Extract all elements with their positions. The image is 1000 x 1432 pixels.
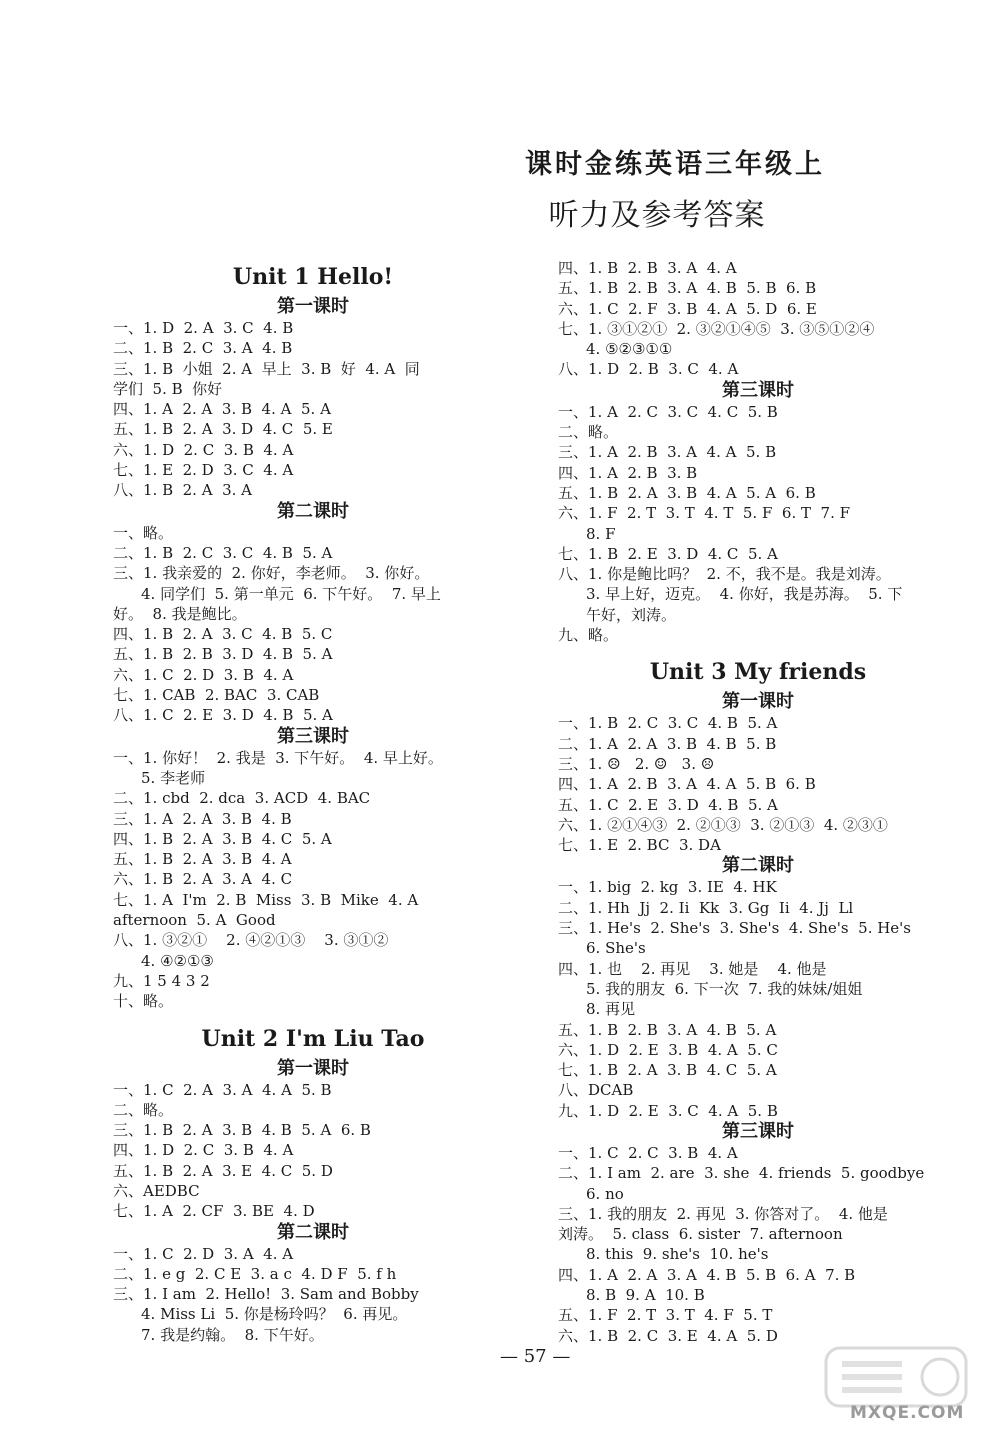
answer-line: 三、1. ☹ 2. ☺ 3. ☹ (558, 754, 715, 773)
answer-line: 七、1. B 2. E 3. D 4. C 5. A (558, 544, 778, 563)
answer-line: 5. 李老师 (141, 768, 206, 787)
answer-line: 六、1. ②①④③ 2. ②①③ 3. ②①③ 4. ②③① (558, 815, 888, 834)
unit-heading: Unit 3 My friends (649, 659, 867, 686)
answer-line: 一、1. 你好！ 2. 我是 3. 下午好。 4. 早上好。 (113, 748, 443, 767)
answer-line: 三、1. A 2. A 3. B 4. B (113, 809, 292, 828)
answer-line: 五、1. B 2. B 3. A 4. B 5. A (558, 1020, 777, 1039)
lesson-heading: 第三课时 (277, 725, 349, 747)
lesson-heading: 第三课时 (722, 1120, 794, 1142)
answer-line: 三、1. A 2. B 3. A 4. A 5. B (558, 443, 777, 462)
answer-line: 六、1. F 2. T 3. T 4. T 5. F 6. T 7. F (558, 504, 851, 523)
lesson-heading: 第三课时 (722, 379, 794, 401)
answer-line: 二、1. cbd 2. dca 3. ACD 4. BAC (113, 789, 371, 808)
answer-line: 四、1. B 2. A 3. B 4. C 5. A (113, 829, 332, 848)
answer-line: 六、AEDBC (113, 1181, 200, 1200)
page-number: — 57 — (500, 1346, 571, 1367)
answer-line: 二、1. e g 2. C E 3. a c 4. D F 5. f h (113, 1264, 397, 1283)
answer-line: 三、1. B 2. A 3. B 4. B 5. A 6. B (113, 1121, 371, 1140)
answer-line: 二、1. B 2. C 3. A 4. B (113, 339, 293, 358)
answer-line: 二、1. I am 2. are 3. she 4. friends 5. goodbye (558, 1164, 925, 1183)
answer-line: 七、1. E 2. BC 3. DA (558, 836, 721, 855)
answer-line: 七、1. ③①②① 2. ③②①④⑤ 3. ③⑤①②④ (558, 319, 875, 338)
answer-line: 九、1 5 4 3 2 (113, 971, 210, 990)
answer-line: 五、1. B 2. A 3. B 4. A 5. A 6. B (558, 483, 816, 502)
section-spacer (558, 645, 958, 653)
lesson-heading: 第一课时 (277, 296, 349, 317)
answer-line: 九、略。 (558, 626, 619, 645)
answer-line: 六、1. B 2. A 3. A 4. C (113, 870, 293, 889)
answer-line: 6. no (586, 1184, 624, 1203)
right-column (558, 258, 958, 1346)
answer-line: 8. this 9. she's 10. he's (586, 1245, 769, 1264)
watermark-url: MXQE.COM (850, 1403, 965, 1423)
answer-line: 七、1. A 2. CF 3. BE 4. D (113, 1202, 315, 1221)
answer-line: 4. ⑤②③①① (586, 340, 673, 359)
answer-line: 四、1. D 2. C 3. B 4. A (113, 1141, 294, 1160)
answer-line: 二、略。 (558, 423, 619, 442)
unit-heading: Unit 2 I'm Liu Tao (201, 1025, 425, 1052)
answer-line: 一、1. big 2. kg 3. IE 4. HK (558, 878, 777, 897)
answer-line: 二、1. A 2. A 3. B 4. B 5. B (558, 734, 777, 753)
left-column (113, 258, 513, 1345)
answer-line: 五、1. B 2. B 3. D 4. B 5. A (113, 645, 333, 664)
answer-line: 三、1. He's 2. She's 3. She's 4. She's 5. He's (558, 919, 912, 938)
answer-line: 七、1. A I'm 2. B Miss 3. B Mike 4. A (113, 890, 419, 909)
answer-line: 十、略。 (113, 992, 174, 1011)
answer-line: 八、DCAB (558, 1081, 634, 1100)
answer-line: 3. 早上好，迈克。 4. 你好，我是苏海。 5. 下 (586, 585, 903, 604)
answer-line: 8. 再见 (586, 1000, 636, 1019)
answer-line: 一、1. A 2. C 3. C 4. C 5. B (558, 402, 778, 421)
answer-line: 四、1. B 2. B 3. A 4. A (558, 259, 737, 277)
answer-line: 三、1. 我的朋友 2. 再见 3. 你答对了。 4. 他是 (558, 1204, 888, 1223)
answer-line: 三、1. I am 2. Hello! 3. Sam and Bobby (113, 1285, 419, 1304)
answer-line: 一、1. B 2. C 3. C 4. B 5. A (558, 714, 778, 733)
answer-line: 六、1. C 2. F 3. B 4. A 5. D 6. E (558, 299, 817, 318)
answer-line: 5. 我的朋友 6. 下一次 7. 我的妹妹/姐姐 (586, 979, 863, 998)
answer-line: 4. 同学们 5. 第一单元 6. 下午好。 7. 早上 (141, 584, 441, 603)
answer-line: 4. Miss Li 5. 你是杨玲吗？ 6. 再见。 (141, 1305, 408, 1324)
answer-line: 刘涛。 5. class 6. sister 7. afternoon (558, 1225, 843, 1244)
answer-line: 好。 8. 我是鲍比。 (113, 604, 247, 623)
answer-line: 一、1. D 2. A 3. C 4. B (113, 319, 294, 337)
answer-line: 8. F (586, 524, 616, 543)
page-subtitle: 听力及参考答案 (548, 198, 766, 233)
answer-line: 五、1. B 2. A 3. B 4. A (113, 850, 292, 869)
answer-line: 三、1. B 小姐 2. A 早上 3. B 好 4. A 同 (113, 359, 420, 378)
unit-heading: Unit 1 Hello! (232, 264, 394, 290)
lesson-heading: 第一课时 (722, 691, 794, 713)
answer-line: 六、1. B 2. C 3. E 4. A 5. D (558, 1326, 778, 1345)
answer-line: 二、1. Hh Jj 2. Ii Kk 3. Gg Ii 4. Jj Ll (558, 898, 854, 917)
answer-line: 4. ④②①③ (141, 951, 214, 970)
lesson-heading: 第二课时 (277, 500, 349, 522)
answer-line: 学们 5. B 你好 (113, 379, 223, 398)
answer-line: afternoon 5. A Good (113, 911, 276, 930)
answer-line: 七、1. B 2. A 3. B 4. C 5. A (558, 1061, 777, 1080)
answer-line: 一、略。 (113, 523, 174, 542)
page-title: 课时金练英语三年级上 (525, 149, 825, 180)
lesson-heading: 第二课时 (722, 855, 794, 877)
answer-line: 四、1. A 2. A 3. B 4. A 5. A (113, 400, 331, 419)
answer-line: 八、1. C 2. E 3. D 4. B 5. A (113, 706, 333, 725)
answer-line: 七、1. E 2. D 3. C 4. A (113, 461, 294, 480)
answer-line: 五、1. B 2. A 3. D 4. C 5. E (113, 420, 333, 439)
answer-line: 七、1. CAB 2. BAC 3. CAB (113, 686, 320, 705)
section-spacer (113, 1012, 513, 1020)
answer-line: 五、1. B 2. B 3. A 4. B 5. B 6. B (558, 279, 817, 298)
answer-line: 六、1. C 2. D 3. B 4. A (113, 665, 294, 684)
answer-line: 三、1. 我亲爱的 2. 你好，李老师。 3. 你好。 (113, 564, 430, 583)
answer-line: 九、1. D 2. E 3. C 4. A 5. B (558, 1101, 778, 1120)
answer-line: 五、1. C 2. E 3. D 4. B 5. A (558, 795, 778, 814)
lesson-heading: 第二课时 (277, 1221, 349, 1243)
answer-line: 一、1. C 2. C 3. B 4. A (558, 1143, 738, 1162)
answer-line: 四、1. A 2. A 3. A 4. B 5. B 6. A 7. B (558, 1265, 856, 1284)
answer-line: 五、1. F 2. T 3. T 4. F 5. T (558, 1306, 773, 1325)
answer-line: 四、1. A 2. B 3. B (558, 463, 698, 482)
answer-line: 四、1. 也 2. 再见 3. 她是 4. 他是 (558, 959, 827, 978)
answer-line: 八、1. D 2. B 3. C 4. A (558, 360, 739, 379)
answer-line: 6. She's (586, 939, 646, 958)
answer-line: 一、1. C 2. A 3. A 4. A 5. B (113, 1080, 332, 1099)
answer-line: 四、1. A 2. B 3. A 4. A 5. B 6. B (558, 775, 816, 794)
answer-line: 六、1. D 2. C 3. B 4. A (113, 440, 294, 459)
answer-line: 八、1. B 2. A 3. A (113, 481, 252, 500)
answer-line: 8. B 9. A 10. B (586, 1286, 705, 1305)
answer-line: 五、1. B 2. A 3. E 4. C 5. D (113, 1161, 333, 1180)
answer-line: 八、1. 你是鲍比吗？ 2. 不，我不是。我是刘涛。 (558, 565, 891, 584)
answer-line: 7. 我是约翰。 8. 下午好。 (141, 1325, 324, 1344)
answer-line: 六、1. D 2. E 3. B 4. A 5. C (558, 1040, 778, 1059)
answer-line: 二、略。 (113, 1100, 174, 1119)
answer-line: 一、1. C 2. D 3. A 4. A (113, 1244, 294, 1263)
answer-line: 二、1. B 2. C 3. C 4. B 5. A (113, 543, 333, 562)
answer-line: 四、1. B 2. A 3. C 4. B 5. C (113, 625, 333, 644)
answer-line: 午好，刘涛。 (586, 605, 677, 624)
answer-line: 八、1. ③②① 2. ④②①③ 3. ③①② (113, 931, 389, 950)
lesson-heading: 第一课时 (277, 1057, 349, 1079)
